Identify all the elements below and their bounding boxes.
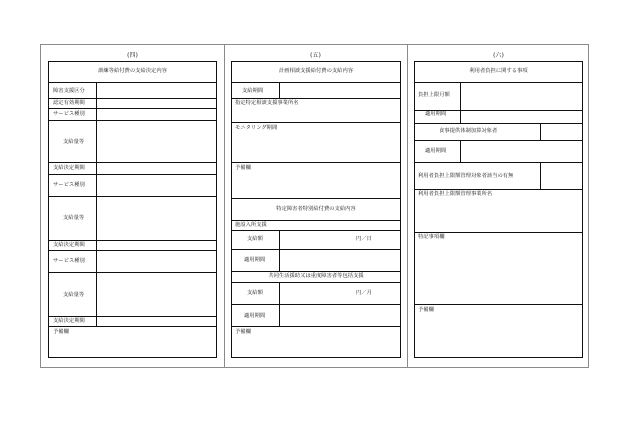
special-notes-label: 特記事項欄 — [418, 234, 445, 240]
amount-label-1: 支給量等 — [63, 139, 85, 145]
group-living-heading: 共同生活援助又は重度障害者等包括支援 — [268, 273, 364, 279]
section-number-5: (五) — [310, 52, 321, 59]
monthly-cap-label: 負担上限月額 — [418, 92, 450, 98]
period-label-2: 支給決定期間 — [53, 242, 85, 248]
disability-class-label: 障害支援区分 — [53, 88, 85, 94]
column-divider — [224, 45, 225, 367]
section-5-heading: 計画相談支援給付費の支給内容 — [278, 68, 354, 74]
column-divider — [407, 45, 408, 367]
yen-per-month-unit: 円／月 — [356, 290, 372, 296]
apply-period-label-6b: 適用期間 — [425, 148, 447, 154]
meal-target-label: 食事提供体制加算対象者 — [439, 128, 498, 134]
certificate-sheet — [40, 44, 589, 368]
remarks-label-5b: 予備欄 — [235, 329, 251, 335]
amount-per-day-label: 支給額 — [247, 236, 263, 242]
apply-period-label-5b: 適用期間 — [244, 313, 266, 319]
apply-period-label-5a: 適用期間 — [244, 257, 266, 263]
yen-per-day-unit: 円／日 — [356, 236, 372, 242]
period-label-3: 支給決定期間 — [53, 318, 85, 324]
cap-mgmt-target-label: 利用者負担上限額管理対象者該当の有無 — [418, 173, 514, 179]
section-6-heading: 利用者負担に関する事項 — [469, 68, 528, 74]
amount-label-3: 支給量等 — [63, 292, 85, 298]
monitoring-period-label: モニタリング期間 — [235, 125, 278, 131]
service-type-label-1: サービス種別 — [53, 111, 85, 117]
apply-period-label-6a: 適用期間 — [425, 111, 447, 117]
cert-period-label: 認定有効期間 — [53, 100, 85, 106]
facility-support-label: 施設入所支援 — [235, 222, 267, 228]
designated-office-label: 指定特定相談支援事業所名 — [235, 100, 299, 106]
special-benefit-heading: 特定障害者特別給付費の支給内容 — [276, 206, 356, 212]
service-type-label-2: サービス種別 — [53, 182, 85, 188]
cap-mgmt-office-label: 利用者負担上限額管理事業所名 — [418, 191, 493, 197]
section-6-frame — [414, 61, 583, 358]
section-5-frame — [231, 61, 401, 358]
section-number-4: (四) — [127, 52, 138, 59]
section-number-6: (六) — [493, 52, 504, 59]
amount-label-2: 支給量等 — [63, 215, 85, 221]
remarks-label-4: 予備欄 — [53, 329, 69, 335]
remarks-label-5a: 予備欄 — [235, 165, 251, 171]
amount-per-month-label: 支給額 — [247, 290, 263, 296]
period-label-1: 支給決定期間 — [53, 165, 85, 171]
section-4-heading: 訓練等給付費の支給決定内容 — [98, 68, 167, 74]
remarks-label-6: 予備欄 — [418, 307, 434, 313]
service-type-label-3: サービス種別 — [53, 258, 85, 264]
supply-period-label: 支給期間 — [242, 88, 264, 94]
section-4-frame — [48, 61, 217, 358]
